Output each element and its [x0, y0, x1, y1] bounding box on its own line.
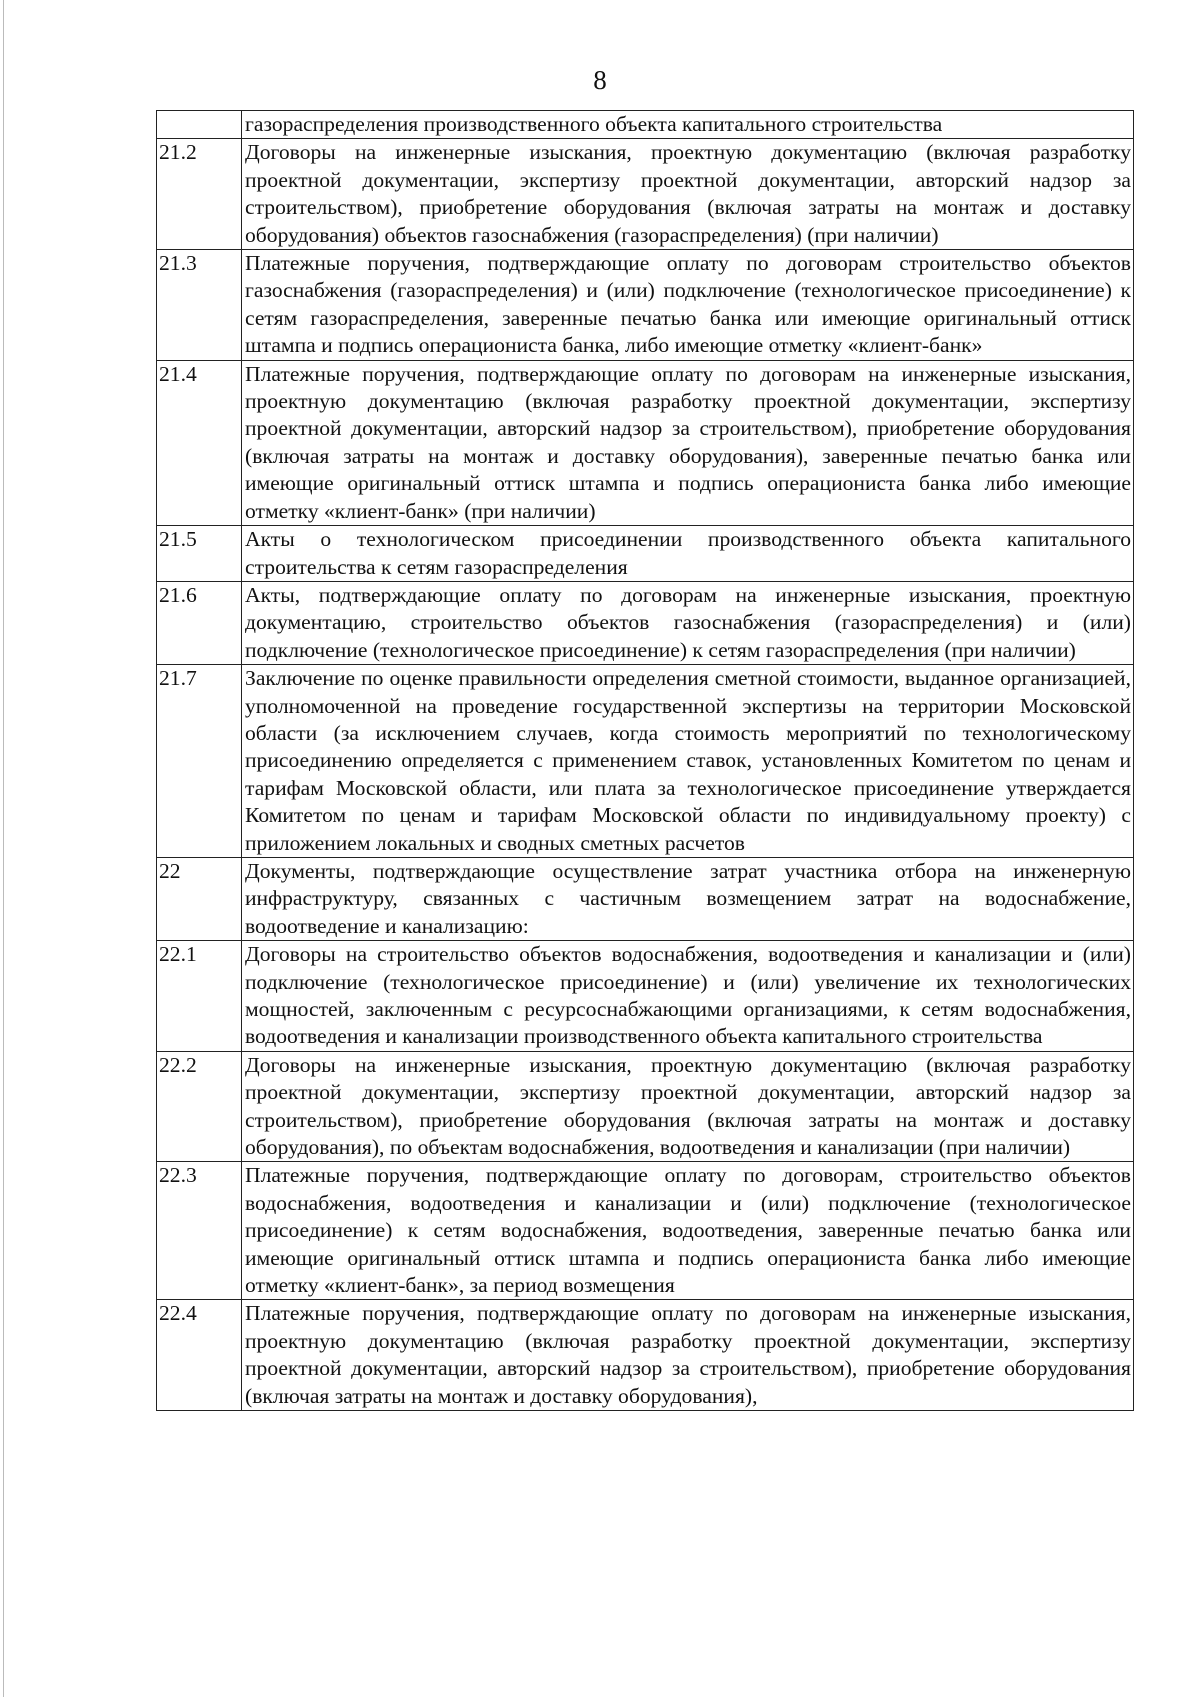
- row-text: Платежные поручения, подтверждающие оплату по договорам на инженерные изыскания, проектную документацию (включая разработку проектной документации, экспертизу проектной документации, авторский надзор за строительством), приобретение оборудования (включая затраты на монтаж и доставку оборудования),: [242, 1300, 1134, 1411]
- row-number: 21.5: [157, 526, 242, 582]
- table-row: [157, 665, 1134, 858]
- table-row: [157, 360, 1134, 525]
- row-number: 21.6: [157, 581, 242, 664]
- row-number: 22.3: [157, 1162, 242, 1300]
- row-text: Платежные поручения, подтверждающие оплату по договорам, строительство объектов водоснабжения, водоотведения и канализации и (или) подключение (технологическое присоединение) к сетям водоснабжения, водоотведения, заверенные печатью банка или имеющие оригинальный оттиск штампа и подпись операциониста банка либо имеющие отметку «клиент-банк», за период возмещения: [242, 1162, 1134, 1300]
- row-number: 21.4: [157, 360, 242, 525]
- documents-table: [156, 110, 1134, 1411]
- table-row: [157, 111, 1134, 139]
- row-number: 21.3: [157, 250, 242, 361]
- table-row: [157, 139, 1134, 250]
- page-number: 8: [593, 65, 607, 95]
- table-row: [157, 250, 1134, 361]
- row-text: газораспределения производственного объекта капитального строительства: [242, 111, 1134, 139]
- row-text: Договоры на инженерные изыскания, проектную документацию (включая разработку проектной документации, экспертизу проектной документации, авторский надзор за строительством), приобретение оборудования (включая затраты на монтаж и доставку оборудования) объектов газоснабжения (газораспределения) (при наличии): [242, 139, 1134, 250]
- row-number: [157, 111, 242, 139]
- row-text: Платежные поручения, подтверждающие оплату по договорам на инженерные изыскания, проектную документацию (включая разработку проектной документации, экспертизу проектной документации, авторский надзор за строительством), приобретение оборудования (включая затраты на монтаж и доставку оборудования), заверенные печатью банка или имеющие оригинальный оттиск штампа и подпись операциониста банка либо имеющие отметку «клиент-банк» (при наличии): [242, 360, 1134, 525]
- row-number: 22: [157, 857, 242, 940]
- table-row: [157, 941, 1134, 1052]
- scan-edge-line: [3, 0, 4, 1697]
- table-row: [157, 581, 1134, 664]
- row-text: Договоры на инженерные изыскания, проектную документацию (включая разработку проектной документации, экспертизу проектной документации, авторский надзор за строительством), приобретение оборудования (включая затраты на монтаж и доставку оборудования), по объектам водоснабжения, водоотведения и канализации (при наличии): [242, 1051, 1134, 1162]
- row-text: Платежные поручения, подтверждающие оплату по договорам строительство объектов газоснабжения (газораспределения) и (или) подключение (технологическое присоединение) к сетям газораспределения, заверенные печатью банка или имеющие оригинальный оттиск штампа и подпись операциониста банка, либо имеющие отметку «клиент-банк»: [242, 250, 1134, 361]
- row-number: 22.1: [157, 941, 242, 1052]
- row-text: Документы, подтверждающие осуществление затрат участника отбора на инженерную инфраструктуру, связанных с частичным возмещением затрат на водоснабжение, водоотведение и канализацию:: [242, 857, 1134, 940]
- table-row: [157, 526, 1134, 582]
- row-number: 22.4: [157, 1300, 242, 1411]
- row-number: 21.7: [157, 665, 242, 858]
- documents-table-body: [157, 111, 1134, 1411]
- row-number: 22.2: [157, 1051, 242, 1162]
- table-row: [157, 1162, 1134, 1300]
- table-row: [157, 1300, 1134, 1411]
- row-text: Заключение по оценке правильности определения сметной стоимости, выданное организацией, уполномоченной на проведение государственной экспертизы на территории Московской области (за исключением случаев, когда стоимость мероприятий по технологическому присоединению определяется с применением ставок, установленных Комитетом по ценам и тарифам Московской области, или плата за технологическое присоединение утверждается Комитетом по ценам и тарифам Московской области по индивидуальному проекту) с приложением локальных и сводных сметных расчетов: [242, 665, 1134, 858]
- row-text: Договоры на строительство объектов водоснабжения, водоотведения и канализации и (или) подключение (технологическое присоединение) и (или) увеличение их технологических мощностей, заключенным с ресурсоснабжающими организациями, к сетям водоснабжения, водоотведения и канализации производственного объекта капитального строительства: [242, 941, 1134, 1052]
- row-number: 21.2: [157, 139, 242, 250]
- table-row: [157, 857, 1134, 940]
- row-text: Акты о технологическом присоединении производственного объекта капитального строительства к сетям газораспределения: [242, 526, 1134, 582]
- table-row: [157, 1051, 1134, 1162]
- row-text: Акты, подтверждающие оплату по договорам на инженерные изыскания, проектную документацию, строительство объектов газоснабжения (газораспределения) и (или) подключение (технологическое присоединение) к сетям газораспределения (при наличии): [242, 581, 1134, 664]
